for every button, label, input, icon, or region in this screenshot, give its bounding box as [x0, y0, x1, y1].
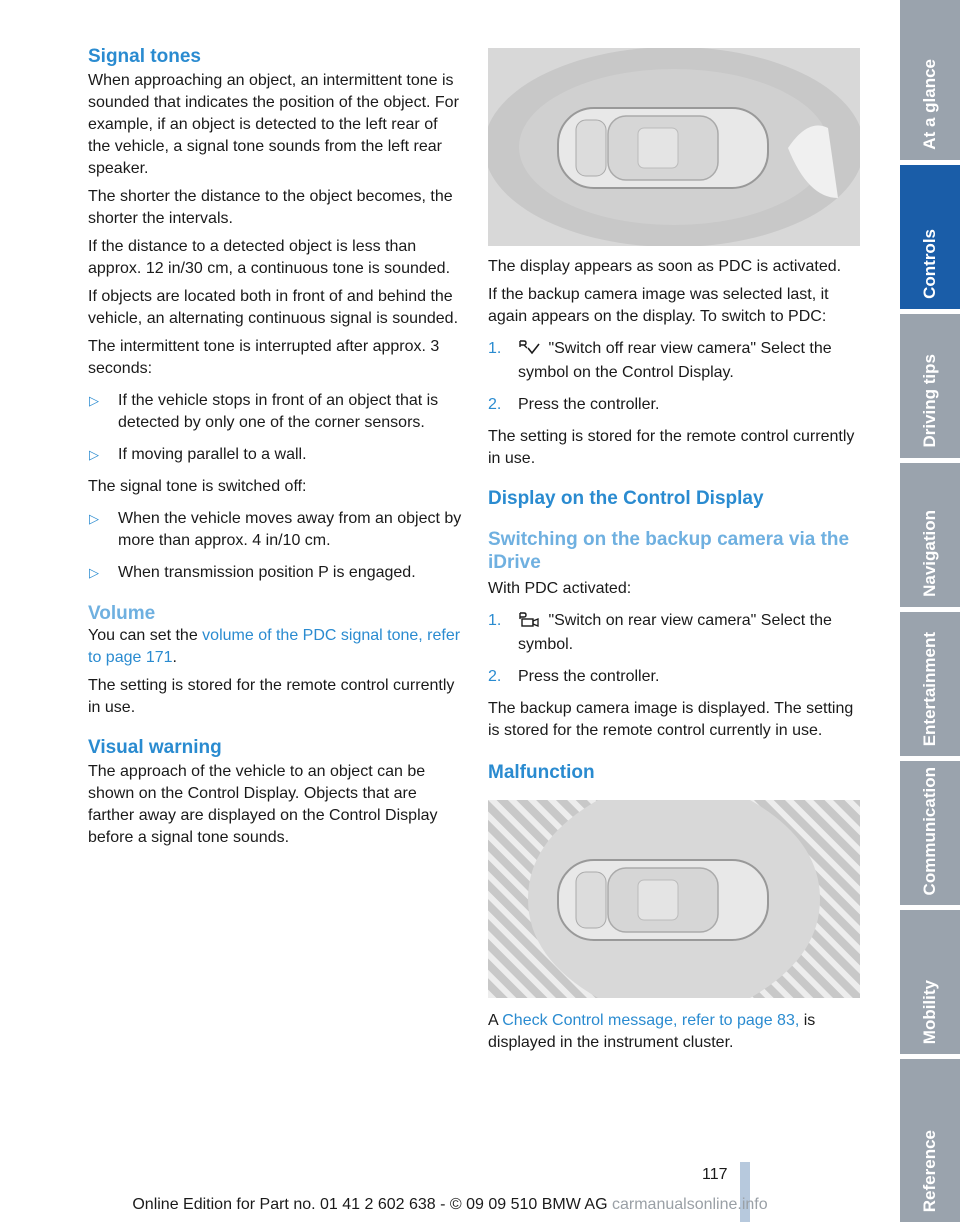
chapter-sidebar	[900, 0, 960, 1222]
paragraph: The intermittent tone is interrupted after approx. 3 seconds:	[88, 338, 440, 377]
visual-warning-heading: Visual warning	[88, 737, 222, 758]
paragraph: If objects are located both in front of and behind the vehicle, an alternating continuous signal is sounded.	[88, 288, 459, 327]
paragraph: The backup camera image is displayed. The setting is stored for the remote control currently in use.	[488, 700, 854, 739]
list-item: ▷ When the vehicle moves away from an object by more than approx. 4 in/10 cm.	[89, 510, 462, 549]
paragraph: If the distance to a detected object is less than approx. 12 in/30 cm, a continuous tone is sounded.	[88, 238, 451, 277]
car-hatched-illustration	[488, 800, 860, 998]
list-item: 1. "Switch on rear view camera" Select the symbol.	[488, 612, 832, 653]
triangle-bullet-icon: ▷	[89, 393, 99, 408]
list-item: ▷ When transmission position P is engaged.	[88, 562, 464, 584]
paragraph: The approach of the vehicle to an object can be shown on the Control Display. Objects that are farther away are displayed on the Control Display before a signal tone sounds.	[88, 763, 438, 846]
camera-on-icon[interactable]	[518, 611, 544, 634]
paragraph: The setting is stored for the remote control currently in use.	[88, 677, 455, 716]
watermark: carmanualsonline.info	[611, 1196, 768, 1213]
footer: Online Edition for Part no. 01 41 2 602 638 - © 09 09 510 BMW AG carmanualsonline.info	[132, 1196, 768, 1213]
paragraph: If the backup camera image was selected last, it again appears on the display. To switch to PDC:	[488, 286, 829, 325]
camera-heading: Switching on the backup camera via the iDrive	[488, 529, 850, 573]
left-column	[88, 44, 464, 855]
paragraph: The shorter the distance to the object becomes, the shorter the intervals.	[88, 188, 453, 227]
car-top-view-illustration	[488, 48, 860, 246]
pdc-display-figure	[488, 48, 860, 246]
camera-off-icon[interactable]	[518, 339, 544, 362]
tab-navigation[interactable]: Navigation	[900, 463, 960, 607]
triangle-bullet-icon: ▷	[89, 565, 99, 580]
paragraph: The display appears as soon as PDC is activated.	[488, 258, 842, 275]
tab-entertainment[interactable]: Entertainment	[900, 612, 960, 756]
malfunction-figure	[488, 800, 860, 998]
volume-heading: Volume	[88, 603, 156, 624]
triangle-bullet-icon: ▷	[89, 447, 99, 462]
tab-communication[interactable]: Communication	[900, 761, 960, 905]
list-item: 1. "Switch off rear view camera" Select the symbol on the Control Display.	[488, 340, 832, 381]
list-item: 2. Press the controller.	[488, 396, 660, 413]
paragraph: With PDC activated:	[488, 580, 632, 597]
triangle-bullet-icon: ▷	[89, 511, 99, 526]
tab-reference[interactable]: Reference	[900, 1059, 960, 1222]
paragraph: The signal tone is switched off:	[88, 478, 307, 495]
paragraph: When approaching an object, an intermittent tone is sounded that indicates the position of the object. For example, if an object is detected to the left rear of the vehicle, a signal tone sounds from the left rear speaker.	[88, 72, 459, 177]
malfunction-heading: Malfunction	[488, 762, 595, 783]
paragraph: You can set the volume of the PDC signal tone, refer to page 171.	[88, 627, 461, 666]
list-item: ▷ If moving parallel to a wall.	[88, 444, 464, 466]
right-column	[488, 48, 864, 1060]
tab-mobility[interactable]: Mobility	[900, 910, 960, 1054]
tab-driving-tips[interactable]: Driving tips	[900, 314, 960, 458]
paragraph: A Check Control message, refer to page 83, is displayed in the instrument cluster.	[488, 1012, 816, 1051]
list-item: 2. Press the controller.	[488, 668, 660, 685]
display-heading: Display on the Control Display	[488, 488, 764, 509]
tab-controls[interactable]: Controls	[900, 165, 960, 309]
page-number: 117	[702, 1166, 728, 1183]
paragraph: The setting is stored for the remote control currently in use.	[488, 428, 855, 467]
page-link[interactable]: volume of the PDC signal tone, refer to page 171	[88, 627, 461, 666]
page-link[interactable]: Check Control message, refer to page 83,	[502, 1012, 800, 1029]
list-item: ▷ If the vehicle stops in front of an object that is detected by only one of the corner sensors.	[89, 392, 439, 431]
tab-at-a-glance[interactable]: At a glance	[900, 0, 960, 160]
signal-tones-heading: Signal tones	[88, 46, 201, 67]
